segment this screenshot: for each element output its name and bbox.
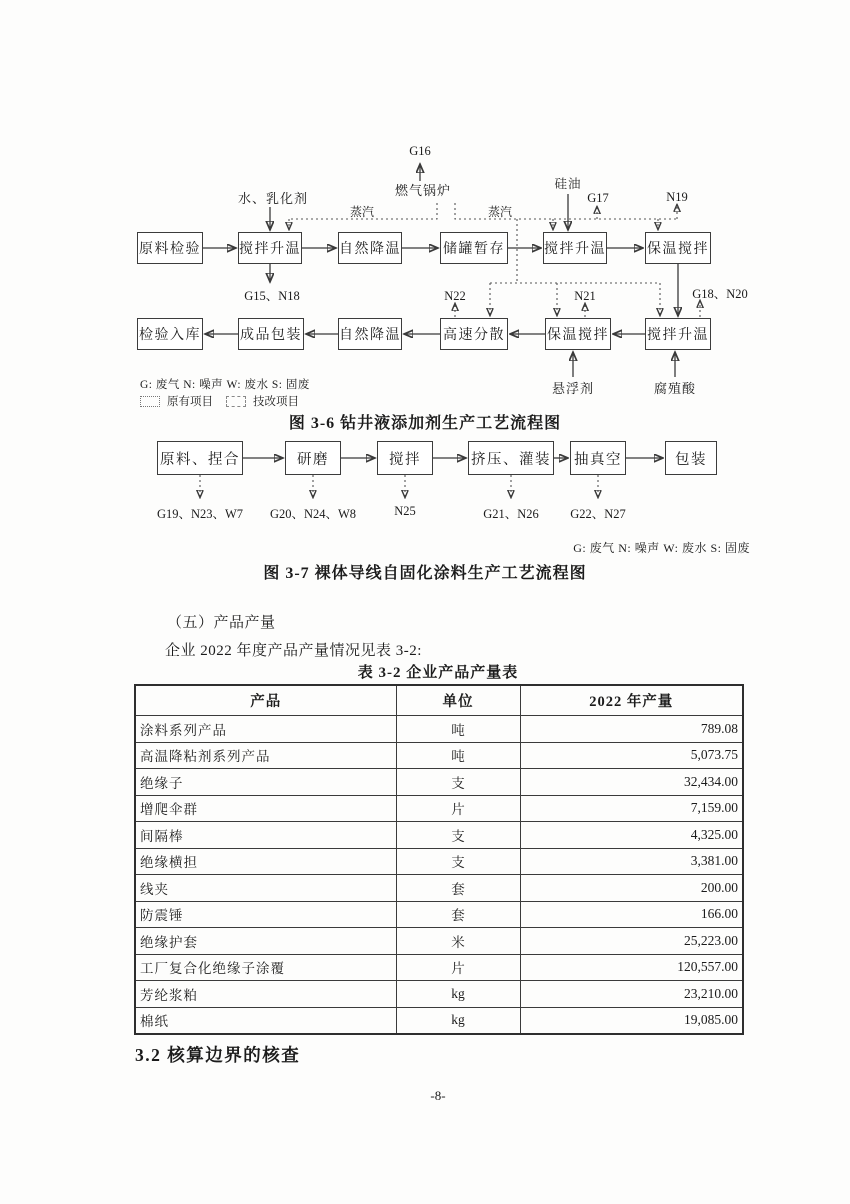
- cell-value: 19,085.00: [520, 1007, 743, 1034]
- fig37-box-vacuum: 抽真空: [570, 441, 626, 475]
- table-row: [135, 822, 743, 849]
- cell-unit: kg: [396, 1007, 520, 1034]
- fig37-box-extrusion-filling: 挤压、灌装: [468, 441, 554, 475]
- cell-value: 200.00: [520, 875, 743, 902]
- fig37-box-grinding: 研磨: [285, 441, 341, 475]
- section-heading-3-2: 3.2 核算边界的核查: [135, 1045, 301, 1065]
- fig36-label-steam-right: 蒸汽: [487, 205, 512, 219]
- fig36-label-steam-left: 蒸汽: [349, 205, 374, 219]
- fig37-legend-codes: G: 废气 N: 噪声 W: 废水 S: 固废: [573, 541, 750, 555]
- cell-value: 120,557.00: [520, 954, 743, 981]
- cell-product: 防震锤: [135, 901, 396, 928]
- cell-product: 增爬伞群: [135, 795, 396, 822]
- cell-unit: 支: [396, 769, 520, 796]
- table-row: [135, 742, 743, 769]
- cell-value: 7,159.00: [520, 795, 743, 822]
- cell-product: 芳纶浆粕: [135, 981, 396, 1008]
- product-output-table: [134, 684, 744, 1035]
- fig36-box-product-packing: 成品包装: [238, 318, 304, 350]
- cell-unit: 吨: [396, 742, 520, 769]
- fig36-legend-codes: G: 废气 N: 噪声 W: 废水 S: 固废: [140, 379, 310, 391]
- cell-unit: 支: [396, 848, 520, 875]
- cell-unit: kg: [396, 981, 520, 1008]
- fig37-box-raw-kneading: 原料、捏合: [157, 441, 243, 475]
- table-row: [135, 769, 743, 796]
- cell-product: 线夹: [135, 875, 396, 902]
- sub-heading-product-output: （五）产品产量: [167, 615, 276, 631]
- fig36-box-inspection-warehouse: 检验入库: [137, 318, 203, 350]
- fig36-label-g16: G16: [409, 144, 431, 158]
- header-product: 产品: [135, 685, 396, 716]
- fig36-label-n19: N19: [666, 190, 688, 204]
- fig36-box-tank-storage: 储罐暂存: [440, 232, 508, 264]
- header-unit: 单位: [396, 685, 520, 716]
- table-header-row: [135, 685, 743, 716]
- fig36-label-g15-n18: G15、N18: [244, 289, 300, 303]
- fig36-label-suspension-agent: 悬浮剂: [551, 381, 594, 396]
- legend-dashed-box-icon: [226, 396, 246, 407]
- cell-unit: 套: [396, 875, 520, 902]
- fig36-caption: 图 3-6 钻井液添加剂生产工艺流程图: [288, 415, 562, 432]
- cell-product: 绝缘护套: [135, 928, 396, 955]
- fig36-box-stir-heat-3: 搅拌升温: [645, 318, 711, 350]
- cell-value: 32,434.00: [520, 769, 743, 796]
- fig37-output-4: G21、N26: [483, 507, 539, 521]
- fig36-label-silicone-oil: 硅油: [554, 177, 582, 191]
- cell-value: 789.08: [520, 716, 743, 743]
- table-row: [135, 875, 743, 902]
- table-row: [135, 981, 743, 1008]
- fig36-box-raw-material-inspection: 原料检验: [137, 232, 203, 264]
- fig36-box-natural-cooling-1: 自然降温: [338, 232, 402, 264]
- cell-value: 3,381.00: [520, 848, 743, 875]
- cell-unit: 支: [396, 822, 520, 849]
- cell-unit: 片: [396, 795, 520, 822]
- fig36-label-humic-acid: 腐殖酸: [653, 381, 696, 396]
- cell-product: 绝缘子: [135, 769, 396, 796]
- fig36-legend-original-label: 原有项目: [167, 396, 213, 408]
- intro-sentence: 企业 2022 年度产品产量情况见表 3-2:: [165, 643, 422, 659]
- cell-unit: 米: [396, 928, 520, 955]
- cell-product: 棉纸: [135, 1007, 396, 1034]
- cell-value: 166.00: [520, 901, 743, 928]
- table-row: [135, 928, 743, 955]
- fig36-label-n21: N21: [574, 289, 596, 303]
- cell-product: 绝缘横担: [135, 848, 396, 875]
- cell-unit: 吨: [396, 716, 520, 743]
- legend-dotted-box-icon: [140, 396, 160, 407]
- cell-value: 25,223.00: [520, 928, 743, 955]
- fig36-box-insulated-stir-2: 保温搅拌: [545, 318, 611, 350]
- fig36-box-stir-heat-1: 搅拌升温: [238, 232, 302, 264]
- fig37-box-packing: 包装: [665, 441, 717, 475]
- table-caption: 表 3-2 企业产品产量表: [357, 665, 519, 681]
- fig36-label-gas-boiler: 燃气锅炉: [394, 183, 451, 198]
- table-row: [135, 954, 743, 981]
- fig37-box-stirring: 搅拌: [377, 441, 433, 475]
- header-output-2022: 2022 年产量: [520, 685, 743, 716]
- cell-value: 23,210.00: [520, 981, 743, 1008]
- fig36-legend-project-types: [140, 393, 299, 409]
- fig36-label-n22: N22: [444, 289, 466, 303]
- table-row: [135, 901, 743, 928]
- fig36-box-stir-heat-2: 搅拌升温: [543, 232, 607, 264]
- cell-product: 间隔棒: [135, 822, 396, 849]
- fig36-box-high-speed-dispersion: 高速分散: [440, 318, 508, 350]
- table-row: [135, 795, 743, 822]
- fig37-output-3: N25: [394, 504, 416, 518]
- cell-value: 4,325.00: [520, 822, 743, 849]
- cell-unit: 片: [396, 954, 520, 981]
- table-row: [135, 848, 743, 875]
- fig37-caption: 图 3-7 裸体导线自固化涂料生产工艺流程图: [263, 565, 587, 582]
- page-number: -8-: [430, 1088, 446, 1103]
- table-row: [135, 716, 743, 743]
- fig36-label-water-emulsifier: 水、乳化剂: [237, 191, 308, 206]
- fig36-legend-modified-label: 技改项目: [253, 396, 299, 408]
- fig37-output-1: G19、N23、W7: [156, 507, 244, 521]
- fig36-box-insulated-stir-1: 保温搅拌: [645, 232, 711, 264]
- fig37-output-5: G22、N27: [570, 507, 626, 521]
- table-row: [135, 1007, 743, 1034]
- cell-product: 高温降粘剂系列产品: [135, 742, 396, 769]
- fig37-output-2: G20、N24、W8: [269, 507, 357, 521]
- cell-value: 5,073.75: [520, 742, 743, 769]
- fig36-box-natural-cooling-2: 自然降温: [338, 318, 402, 350]
- cell-product: 涂料系列产品: [135, 716, 396, 743]
- fig36-label-g17: G17: [587, 191, 609, 205]
- fig36-label-g18-n20: G18、N20: [692, 287, 748, 301]
- cell-product: 工厂复合化绝缘子涂覆: [135, 954, 396, 981]
- cell-unit: 套: [396, 901, 520, 928]
